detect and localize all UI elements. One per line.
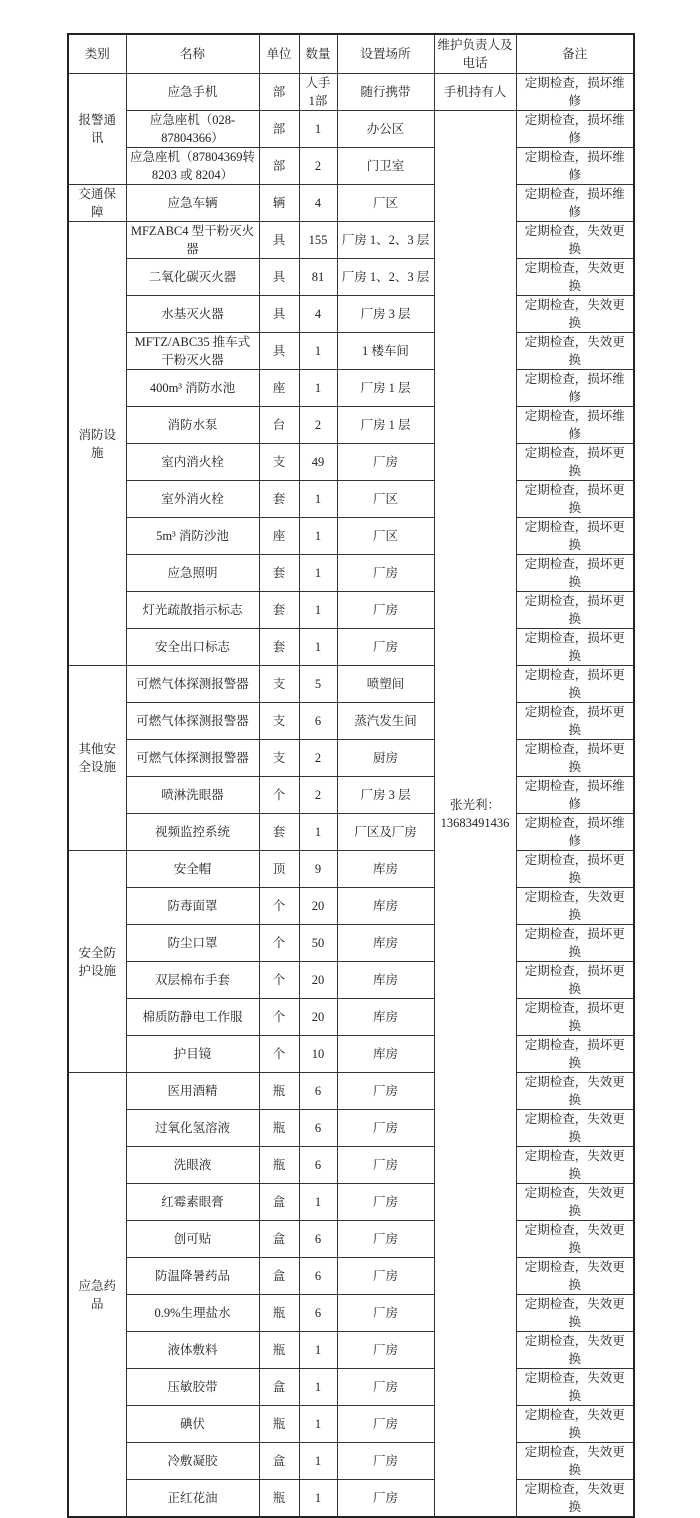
item-location: 厂房: [337, 1110, 434, 1147]
item-quantity: 6: [299, 1147, 337, 1184]
item-unit: 具: [259, 259, 299, 296]
item-quantity: 1: [299, 370, 337, 407]
category-cell: 交通保障: [68, 185, 126, 222]
item-location: 厂房 1、2、3 层: [337, 259, 434, 296]
header-row: [68, 34, 634, 74]
item-unit: 瓶: [259, 1406, 299, 1443]
category-cell: 应急药品: [68, 1073, 126, 1518]
item-remark: 定期检查，失效更换: [516, 1406, 634, 1443]
item-name: 可燃气体探测报警器: [126, 703, 259, 740]
item-location: 厂房 1、2、3 层: [337, 222, 434, 259]
item-location: 库房: [337, 1036, 434, 1073]
item-name: 护目镜: [126, 1036, 259, 1073]
item-location: 库房: [337, 999, 434, 1036]
item-name: 消防水泵: [126, 407, 259, 444]
table-row: [68, 1406, 634, 1443]
table-row: [68, 1036, 634, 1073]
item-unit: 个: [259, 888, 299, 925]
item-quantity: 1: [299, 1369, 337, 1406]
table-row: [68, 370, 634, 407]
item-unit: 盒: [259, 1369, 299, 1406]
table-row: [68, 185, 634, 222]
item-quantity: 1: [299, 555, 337, 592]
item-remark: 定期检查，失效更换: [516, 296, 634, 333]
item-remark: 定期检查，损坏更换: [516, 444, 634, 481]
item-unit: 部: [259, 148, 299, 185]
maintainer-phone: 13683491436: [440, 815, 510, 830]
item-location: 厂房: [337, 555, 434, 592]
item-name: 创可贴: [126, 1221, 259, 1258]
item-location: 办公区: [337, 111, 434, 148]
item-unit: 瓶: [259, 1073, 299, 1110]
item-location: 随行携带: [337, 74, 434, 111]
category-cell: 安全防护设施: [68, 851, 126, 1073]
header-maintainer: 维护负责人及电话: [434, 34, 516, 74]
table-row: [68, 1443, 634, 1480]
item-name: 应急手机: [126, 74, 259, 111]
item-quantity: 6: [299, 1221, 337, 1258]
item-quantity: 6: [299, 703, 337, 740]
item-location: 库房: [337, 888, 434, 925]
item-remark: 定期检查，损坏维修: [516, 777, 634, 814]
item-unit: 个: [259, 999, 299, 1036]
table-row: [68, 407, 634, 444]
item-location: 厂房 1 层: [337, 370, 434, 407]
item-remark: 定期检查，损坏更换: [516, 925, 634, 962]
table-row: [68, 1295, 634, 1332]
table-row: [68, 555, 634, 592]
item-remark: 定期检查，损坏维修: [516, 370, 634, 407]
item-location: 门卫室: [337, 148, 434, 185]
item-remark: 定期检查，损坏更换: [516, 629, 634, 666]
item-name: 冷敷凝胶: [126, 1443, 259, 1480]
table-row: [68, 851, 634, 888]
table-row: [68, 629, 634, 666]
table-row: [68, 333, 634, 370]
item-location: 厨房: [337, 740, 434, 777]
table-row: [68, 481, 634, 518]
table-row: [68, 1369, 634, 1406]
item-unit: 个: [259, 777, 299, 814]
item-remark: 定期检查，失效更换: [516, 1110, 634, 1147]
item-unit: 瓶: [259, 1110, 299, 1147]
item-unit: 瓶: [259, 1332, 299, 1369]
item-name: 喷淋洗眼器: [126, 777, 259, 814]
table-body: [68, 74, 634, 1518]
item-location: 厂房 3 层: [337, 296, 434, 333]
item-name: MFZABC4 型干粉灭火器: [126, 222, 259, 259]
table-row: [68, 1221, 634, 1258]
item-remark: 定期检查，损坏更换: [516, 666, 634, 703]
item-unit: 支: [259, 703, 299, 740]
item-quantity: 1: [299, 1332, 337, 1369]
table-row: [68, 1073, 634, 1110]
item-location: 厂区: [337, 481, 434, 518]
item-name: 水基灭火器: [126, 296, 259, 333]
table-row: [68, 777, 634, 814]
table-row: [68, 1258, 634, 1295]
item-quantity: 1: [299, 481, 337, 518]
item-location: 厂房: [337, 1147, 434, 1184]
table-row: [68, 999, 634, 1036]
table-row: [68, 814, 634, 851]
item-quantity: 1: [299, 1406, 337, 1443]
item-name: MFTZ/ABC35 推车式干粉灭火器: [126, 333, 259, 370]
item-location: 厂房: [337, 629, 434, 666]
item-quantity: 20: [299, 962, 337, 999]
item-name: 安全出口标志: [126, 629, 259, 666]
item-remark: 定期检查，损坏维修: [516, 814, 634, 851]
item-location: 厂房: [337, 1073, 434, 1110]
header-name: 名称: [126, 34, 259, 74]
item-unit: 套: [259, 814, 299, 851]
item-unit: 个: [259, 925, 299, 962]
item-name: 室外消火栓: [126, 481, 259, 518]
item-name: 碘伏: [126, 1406, 259, 1443]
item-remark: 定期检查，损坏维修: [516, 185, 634, 222]
item-quantity: 2: [299, 777, 337, 814]
item-location: 厂房: [337, 1258, 434, 1295]
item-location: 厂房: [337, 1443, 434, 1480]
table-row: [68, 1332, 634, 1369]
item-unit: 具: [259, 296, 299, 333]
item-name: 5m³ 消防沙池: [126, 518, 259, 555]
item-location: 1 楼车间: [337, 333, 434, 370]
table-row: [68, 666, 634, 703]
item-location: 厂房: [337, 444, 434, 481]
item-remark: 定期检查，失效更换: [516, 888, 634, 925]
item-location: 厂区: [337, 518, 434, 555]
item-location: 厂房: [337, 1295, 434, 1332]
item-name: 应急座机（87804369转 8203 或 8204）: [126, 148, 259, 185]
item-remark: 定期检查，损坏更换: [516, 555, 634, 592]
item-quantity: 10: [299, 1036, 337, 1073]
item-unit: 个: [259, 1036, 299, 1073]
item-remark: 定期检查，损坏更换: [516, 481, 634, 518]
item-name: 液体敷料: [126, 1332, 259, 1369]
item-unit: 座: [259, 370, 299, 407]
item-quantity: 50: [299, 925, 337, 962]
category-cell: 其他安全设施: [68, 666, 126, 851]
item-name: 400m³ 消防水池: [126, 370, 259, 407]
item-remark: 定期检查，损坏维修: [516, 148, 634, 185]
item-remark: 定期检查，失效更换: [516, 1147, 634, 1184]
item-location: 厂区及厂房: [337, 814, 434, 851]
item-name: 应急座机（028-87804366）: [126, 111, 259, 148]
item-unit: 支: [259, 740, 299, 777]
emergency-equipment-table: [67, 33, 635, 1518]
table-row: [68, 111, 634, 148]
item-quantity: 49: [299, 444, 337, 481]
item-quantity: 155: [299, 222, 337, 259]
item-unit: 套: [259, 629, 299, 666]
item-quantity: 2: [299, 148, 337, 185]
item-unit: 台: [259, 407, 299, 444]
header-remark: 备注: [516, 34, 634, 74]
item-quantity: 1: [299, 1184, 337, 1221]
item-remark: 定期检查，失效更换: [516, 1332, 634, 1369]
item-remark: 定期检查，失效更换: [516, 1443, 634, 1480]
item-remark: 定期检查，损坏更换: [516, 851, 634, 888]
header-quantity: 数量: [299, 34, 337, 74]
item-unit: 支: [259, 666, 299, 703]
item-unit: 具: [259, 222, 299, 259]
item-quantity: 6: [299, 1073, 337, 1110]
item-remark: 定期检查，失效更换: [516, 1258, 634, 1295]
item-name: 防温降暑药品: [126, 1258, 259, 1295]
item-name: 红霉素眼膏: [126, 1184, 259, 1221]
item-quantity: 20: [299, 888, 337, 925]
item-quantity: 1: [299, 333, 337, 370]
item-remark: 定期检查，失效更换: [516, 1480, 634, 1518]
item-unit: 支: [259, 444, 299, 481]
item-location: 厂房: [337, 1480, 434, 1518]
item-remark: 定期检查，失效更换: [516, 1184, 634, 1221]
item-remark: 定期检查，损坏更换: [516, 592, 634, 629]
item-name: 过氧化氢溶液: [126, 1110, 259, 1147]
item-name: 防毒面罩: [126, 888, 259, 925]
item-name: 双层棉布手套: [126, 962, 259, 999]
table-row: [68, 444, 634, 481]
item-location: 厂房: [337, 1406, 434, 1443]
item-unit: 套: [259, 592, 299, 629]
item-location: 库房: [337, 925, 434, 962]
item-unit: 个: [259, 962, 299, 999]
item-remark: 定期检查，失效更换: [516, 259, 634, 296]
item-quantity: 81: [299, 259, 337, 296]
item-quantity: 1: [299, 518, 337, 555]
table-row: [68, 222, 634, 259]
maintainer-name: 张光利：: [449, 797, 500, 812]
category-cell: 消防设施: [68, 222, 126, 666]
maintainer-cell: 手机持有人: [434, 74, 516, 111]
item-remark: 定期检查，失效更换: [516, 1073, 634, 1110]
item-quantity: 1: [299, 814, 337, 851]
item-quantity: 6: [299, 1295, 337, 1332]
table-row: [68, 925, 634, 962]
table-row: [68, 296, 634, 333]
maintainer-cell: [434, 111, 516, 1518]
item-remark: 定期检查，损坏维修: [516, 74, 634, 111]
item-remark: 定期检查，失效更换: [516, 1369, 634, 1406]
table-row: [68, 592, 634, 629]
item-name: 棉质防静电工作服: [126, 999, 259, 1036]
item-name: 视频监控系统: [126, 814, 259, 851]
item-quantity: 4: [299, 296, 337, 333]
item-unit: 盒: [259, 1221, 299, 1258]
item-name: 应急照明: [126, 555, 259, 592]
item-remark: 定期检查，失效更换: [516, 222, 634, 259]
category-cell: 报警通讯: [68, 74, 126, 185]
item-unit: 盒: [259, 1258, 299, 1295]
item-remark: 定期检查，失效更换: [516, 333, 634, 370]
item-quantity: 20: [299, 999, 337, 1036]
table-row: [68, 1147, 634, 1184]
item-name: 正红花油: [126, 1480, 259, 1518]
item-location: 库房: [337, 851, 434, 888]
item-location: 厂房 1 层: [337, 407, 434, 444]
item-unit: 瓶: [259, 1480, 299, 1518]
item-location: 蒸汽发生间: [337, 703, 434, 740]
table-row: [68, 1184, 634, 1221]
item-remark: 定期检查，损坏更换: [516, 999, 634, 1036]
table-row: [68, 148, 634, 185]
item-remark: 定期检查，损坏维修: [516, 111, 634, 148]
item-unit: 辆: [259, 185, 299, 222]
table-row: [68, 518, 634, 555]
item-quantity: 人手1部: [299, 74, 337, 111]
item-name: 0.9%生理盐水: [126, 1295, 259, 1332]
item-location: 喷塑间: [337, 666, 434, 703]
item-remark: 定期检查，失效更换: [516, 1221, 634, 1258]
table-row: [68, 1480, 634, 1518]
table-row: [68, 888, 634, 925]
table-row: [68, 1110, 634, 1147]
item-unit: 盒: [259, 1184, 299, 1221]
item-remark: 定期检查，失效更换: [516, 1295, 634, 1332]
item-unit: 部: [259, 74, 299, 111]
item-name: 二氧化碳灭火器: [126, 259, 259, 296]
table-row: [68, 962, 634, 999]
item-location: 厂房: [337, 1369, 434, 1406]
item-name: 洗眼液: [126, 1147, 259, 1184]
item-location: 厂房: [337, 592, 434, 629]
item-unit: 瓶: [259, 1147, 299, 1184]
header-category: 类别: [68, 34, 126, 74]
item-quantity: 4: [299, 185, 337, 222]
item-unit: 部: [259, 111, 299, 148]
item-quantity: 6: [299, 1258, 337, 1295]
item-remark: 定期检查，损坏更换: [516, 740, 634, 777]
item-quantity: 6: [299, 1110, 337, 1147]
item-remark: 定期检查，损坏更换: [516, 703, 634, 740]
item-quantity: 2: [299, 407, 337, 444]
item-unit: 顶: [259, 851, 299, 888]
item-unit: 座: [259, 518, 299, 555]
item-name: 安全帽: [126, 851, 259, 888]
item-quantity: 1: [299, 1443, 337, 1480]
item-name: 压敏胶带: [126, 1369, 259, 1406]
item-name: 灯光疏散指示标志: [126, 592, 259, 629]
item-remark: 定期检查，损坏更换: [516, 518, 634, 555]
item-quantity: 2: [299, 740, 337, 777]
item-location: 厂房: [337, 1221, 434, 1258]
item-unit: 盒: [259, 1443, 299, 1480]
item-location: 厂房 3 层: [337, 777, 434, 814]
item-quantity: 1: [299, 111, 337, 148]
item-quantity: 1: [299, 1480, 337, 1518]
header-unit: 单位: [259, 34, 299, 74]
item-location: 库房: [337, 962, 434, 999]
item-unit: 瓶: [259, 1295, 299, 1332]
item-unit: 套: [259, 555, 299, 592]
item-name: 可燃气体探测报警器: [126, 740, 259, 777]
item-name: 可燃气体探测报警器: [126, 666, 259, 703]
item-location: 厂区: [337, 185, 434, 222]
item-location: 厂房: [337, 1184, 434, 1221]
table-row: [68, 703, 634, 740]
item-location: 厂房: [337, 1332, 434, 1369]
item-remark: 定期检查，损坏更换: [516, 962, 634, 999]
item-quantity: 1: [299, 592, 337, 629]
header-location: 设置场所: [337, 34, 434, 74]
item-name: 医用酒精: [126, 1073, 259, 1110]
item-quantity: 1: [299, 629, 337, 666]
item-quantity: 9: [299, 851, 337, 888]
table-row: [68, 259, 634, 296]
item-name: 室内消火栓: [126, 444, 259, 481]
item-unit: 具: [259, 333, 299, 370]
item-quantity: 5: [299, 666, 337, 703]
table-row: [68, 74, 634, 111]
item-remark: 定期检查，损坏维修: [516, 407, 634, 444]
item-name: 防尘口罩: [126, 925, 259, 962]
item-unit: 套: [259, 481, 299, 518]
item-name: 应急车辆: [126, 185, 259, 222]
table-row: [68, 740, 634, 777]
item-remark: 定期检查，损坏更换: [516, 1036, 634, 1073]
